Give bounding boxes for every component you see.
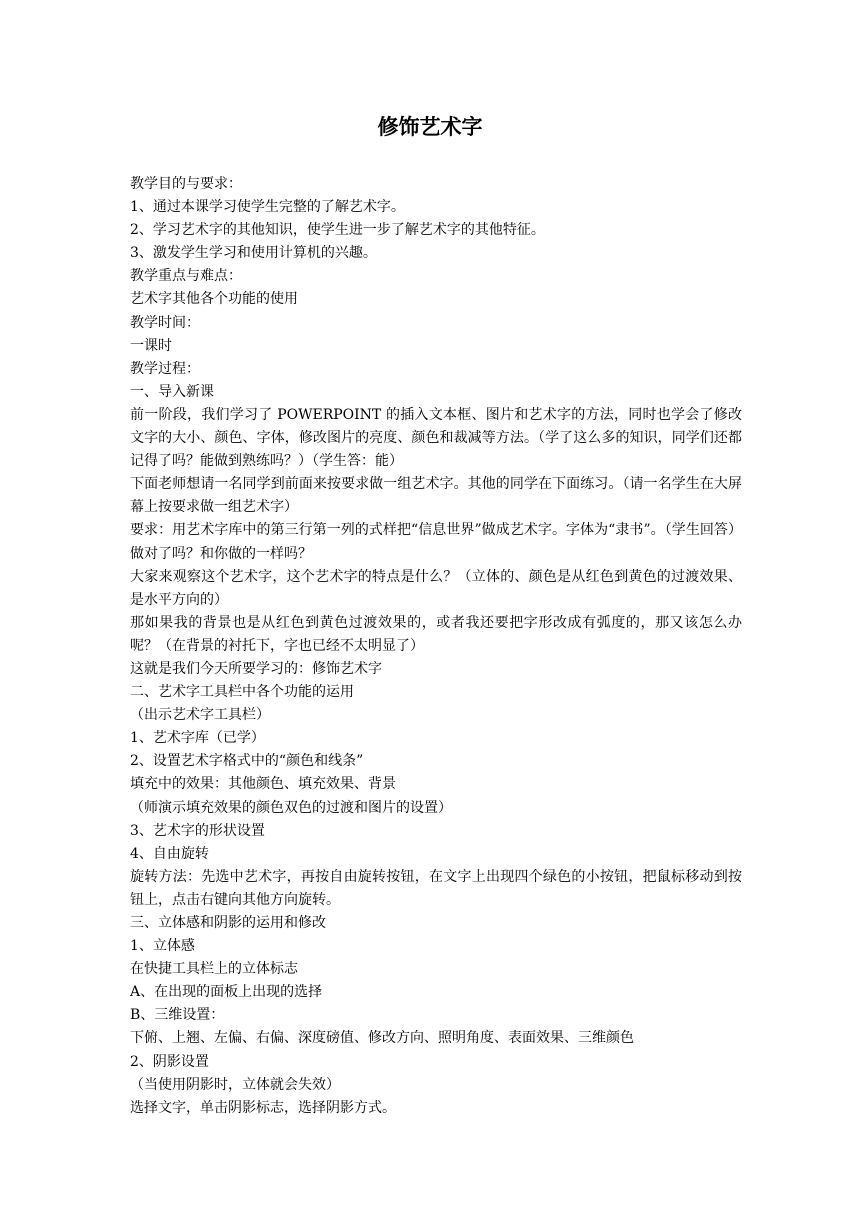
paragraph: 1、艺术字库（已学）	[130, 730, 265, 747]
paragraph: 这就是我们今天所要学习的：修饰艺术字	[130, 660, 382, 677]
paragraph: 那如果我的背景也是从红色到黄色过渡效果的，或者我还要把字形改成有弧度的，那又该怎么办呢？（在背景的衬托下，字也已经不太明显了）	[130, 614, 742, 654]
paragraph: 填充中的效果：其他颜色、填充效果、背景	[130, 776, 396, 793]
paragraph: 要求：用艺术字库中的第三行第一列的式样把“信息世界”做成艺术字。字体为“隶书”。（学生回答）做对了吗？和你做的一样吗？	[130, 522, 742, 562]
paragraph: 下面老师想请一名同学到前面来按要求做一组艺术字。其他的同学在下面练习。（请一名学生在大屏幕上按要求做一组艺术字）	[130, 476, 742, 516]
paragraph: A、在出现的面板上出现的选择	[130, 984, 323, 1001]
paragraph: 3、激发学生学习和使用计算机的兴趣。	[130, 245, 377, 262]
paragraph: 三、立体感和阴影的运用和修改	[130, 915, 326, 931]
paragraph: 1、立体感	[130, 938, 195, 955]
paragraph: 大家来观察这个艺术字，这个艺术字的特点是什么？（立体的、颜色是从红色到黄色的过渡效果、是水平方向的）	[130, 568, 742, 608]
paragraph: （师演示填充效果的颜色双色的过渡和图片的设置）	[130, 799, 452, 816]
paragraph: 3、艺术字的形状设置	[130, 822, 265, 839]
paragraph: 教学重点与难点：	[130, 268, 242, 285]
paragraph: 前一阶段，我们学习了 POWERPOINT 的插入文本框、图片和艺术字的方法，同时也学会了修改文字的大小、颜色、字体，修改图片的亮度、颜色和裁减等方法。（学了这么多的知识，同学们还都记得了吗？能做到熟练吗？）（学生答：能）	[130, 406, 742, 470]
paragraph: 1、通过本课学习使学生完整的了解艺术字。	[130, 199, 405, 216]
paragraph: 教学过程：	[130, 360, 200, 377]
paragraph: 在快捷工具栏上的立体标志	[130, 961, 298, 978]
paragraph: 2、设置艺术字格式中的“颜色和线条”	[130, 753, 364, 770]
paragraph: 一、导入新课	[130, 383, 214, 400]
paragraph: 教学时间：	[130, 314, 200, 331]
document-title: 修饰艺术字	[377, 114, 483, 139]
paragraph: 2、阴影设置	[130, 1053, 209, 1070]
paragraph: 选择文字，单击阴影标志，选择阴影方式。	[130, 1099, 396, 1116]
document-body	[130, 173, 742, 1120]
paragraph: 一课时	[130, 337, 172, 354]
paragraph: 旋转方法：先选中艺术字，再按自由旋转按钮，在文字上出现四个绿色的小按钮，把鼠标移动到按钮上，点击右键向其他方向旋转。	[130, 868, 742, 908]
paragraph: 4、自由旋转	[130, 845, 209, 862]
paragraph: 2、学习艺术字的其他知识，使学生进一步了解艺术字的其他特征。	[130, 222, 545, 239]
paragraph: （当使用阴影时，立体就会失效）	[130, 1076, 340, 1093]
paragraph: 艺术字其他各个功能的使用	[130, 291, 298, 308]
paragraph: 二、艺术字工具栏中各个功能的运用	[130, 684, 354, 701]
paragraph: 教学目的与要求：	[130, 176, 242, 192]
paragraph: B、三维设置：	[130, 1007, 225, 1024]
paragraph: （出示艺术字工具栏）	[130, 707, 270, 724]
paragraph: 下俯、上翘、左偏、右偏、深度磅值、修改方向、照明角度、表面效果、三维颜色	[130, 1030, 634, 1047]
